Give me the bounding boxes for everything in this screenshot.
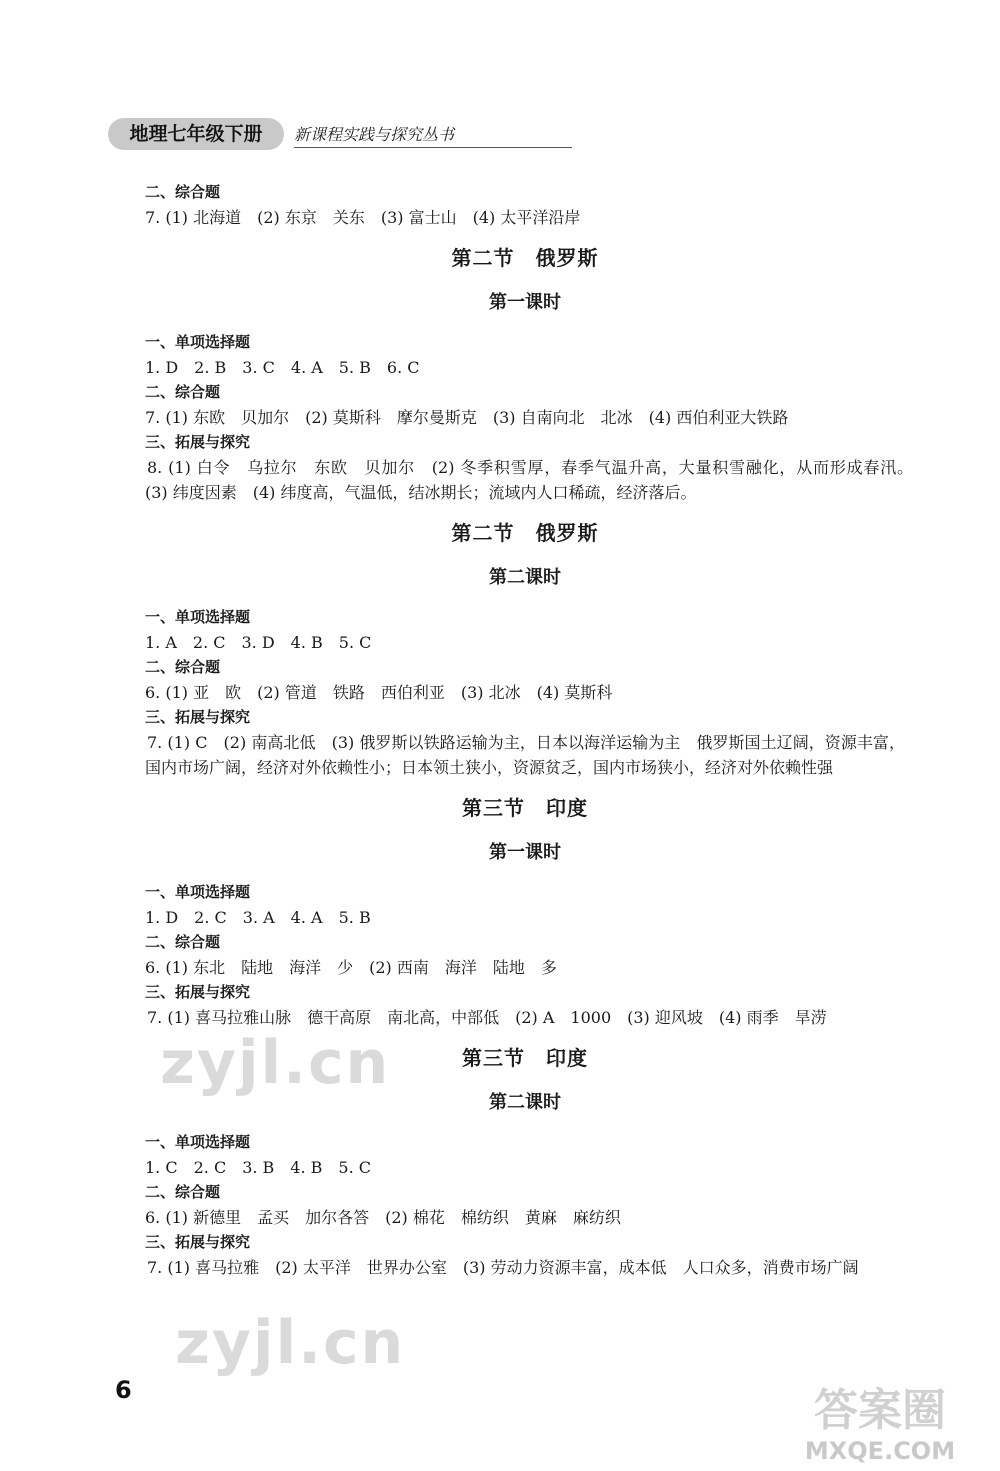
- section-title: 第三节 印度: [462, 1046, 588, 1070]
- answer-line: 7. (1) 北海道 (2) 东京 关东 (3) 富士山 (4) 太平洋沿岸: [145, 208, 581, 227]
- header-rule: [294, 147, 572, 148]
- subsection-heading: 二、综合题: [145, 183, 221, 201]
- answer-line: 1. D 2. B 3. C 4. A 5. B 6. C: [145, 358, 420, 377]
- answer-paragraph: 7. (1) 喜马拉雅 (2) 太平洋 世界办公室 (3) 劳动力资源丰富，成本低 人口众多，消费市场广阔: [147, 1258, 859, 1277]
- answer-line: 7. (1) 东欧 贝加尔 (2) 莫斯科 摩尔曼斯克 (3) 自南向北 北冰 (4) 西伯利亚大铁路: [145, 408, 789, 427]
- answer-line: 6. (1) 新德里 孟买 加尔各答 (2) 棉花 棉纺织 黄麻 麻纺织: [145, 1208, 621, 1227]
- subsection-heading: 一、单项选择题: [145, 1133, 251, 1151]
- series-title: 新课程实践与探究丛书: [294, 125, 455, 144]
- subsection-heading: 三、拓展与探究: [145, 708, 251, 726]
- section-title: 第三节 印度: [462, 796, 588, 820]
- answer-paragraph: 7. (1) C (2) 南高北低 (3) 俄罗斯以铁路运输为主，日本以海洋运输为主 俄罗斯国土辽阔，资源丰富，国内市场广阔，经济对外依赖性小；日本领土狭小，资源贫乏，国内市场狭小，经济对外依赖性强: [145, 733, 905, 777]
- answer-line: 1. A 2. C 3. D 4. B 5. C: [145, 633, 372, 652]
- lesson-title: 第二课时: [489, 1092, 561, 1113]
- stamp-text: 答案圈: [814, 1385, 946, 1436]
- answer-line: 1. D 2. C 3. A 4. A 5. B: [145, 908, 371, 927]
- lesson-title: 第一课时: [489, 842, 561, 863]
- subsection-heading: 二、综合题: [145, 383, 221, 401]
- stamp-url: MXQE.COM: [804, 1437, 956, 1465]
- subsection-heading: 二、综合题: [145, 658, 221, 676]
- watermark-zyjl: zyjl.cn: [160, 1028, 391, 1098]
- lesson-title: 第一课时: [489, 292, 561, 313]
- book-title: 地理七年级下册: [108, 118, 284, 150]
- lesson-title: 第二课时: [489, 567, 561, 588]
- answer-paragraph: 8. (1) 白令 乌拉尔 东欧 贝加尔 (2) 冬季积雪厚，春季气温升高，大量积雪融化，从而形成春汛。 (3) 纬度因素 (4) 纬度高，气温低，结冰期长；流域内人口稀疏，经济落后。: [145, 458, 922, 502]
- watermark-zyjl-2: zyjl.cn: [175, 1308, 406, 1378]
- answer-content: [145, 180, 922, 1280]
- answer-line: 1. C 2. C 3. B 4. B 5. C: [145, 1158, 372, 1177]
- watermark-stamp: [780, 1377, 980, 1467]
- section-title: 第二节 俄罗斯: [451, 246, 599, 270]
- answer-line: 6. (1) 亚 欧 (2) 管道 铁路 西伯利亚 (3) 北冰 (4) 莫斯科: [145, 683, 613, 702]
- subsection-heading: 二、综合题: [145, 1183, 221, 1201]
- subsection-heading: 一、单项选择题: [145, 608, 251, 626]
- subsection-heading: 三、拓展与探究: [145, 433, 251, 451]
- subsection-heading: 一、单项选择题: [145, 883, 251, 901]
- subsection-heading: 三、拓展与探究: [145, 1233, 251, 1251]
- answer-line: 6. (1) 东北 陆地 海洋 少 (2) 西南 海洋 陆地 多: [145, 958, 557, 977]
- subsection-heading: 三、拓展与探究: [145, 983, 251, 1001]
- subsection-heading: 一、单项选择题: [145, 333, 251, 351]
- section-title: 第二节 俄罗斯: [451, 521, 599, 545]
- answer-paragraph: 7. (1) 喜马拉雅山脉 德干高原 南北高，中部低 (2) A 1000 (3) 迎风坡 (4) 雨季 旱涝: [147, 1008, 827, 1027]
- subsection-heading: 二、综合题: [145, 933, 221, 951]
- page-number: 6: [115, 1376, 132, 1404]
